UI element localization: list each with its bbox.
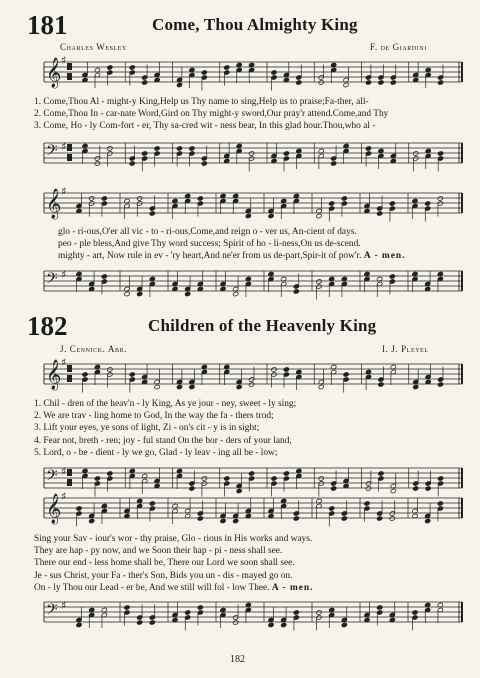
note-heads — [76, 498, 444, 527]
lyrics-block — [34, 533, 313, 594]
lyric-line — [58, 250, 405, 262]
lyric-line: 3. Come, Ho - ly Com-fort - er, Thy sa-cred wit - ness bear, In this glad hour.Thou,who al - — [34, 121, 376, 132]
bass-clef-icon: 𝄢 — [46, 601, 58, 622]
note-heads — [82, 143, 444, 172]
bass-clef-icon: 𝄢 — [46, 467, 58, 488]
treble-clef-icon: 𝄞 — [46, 494, 62, 524]
music-staff-bass — [0, 137, 480, 177]
note-heads — [76, 271, 444, 300]
lyric-line: Je - sus Christ, your Fa - ther's Son, Bids you un - dis - mayed go on. — [34, 570, 293, 581]
lyric-line — [34, 582, 313, 594]
music-credit: F. de Giardini — [370, 42, 427, 52]
music-staff-bass — [0, 596, 480, 636]
time-signature — [67, 365, 72, 382]
sharp-key-signature-icon: ♯ — [61, 268, 67, 281]
lyric-line: 2. We are trav - ling home to God, In the way the fa - thers trod; — [34, 411, 274, 422]
music-staff-bass — [0, 265, 480, 305]
lyric-line: There our end - less home shall be, There our Lord we soon shall see. — [34, 558, 295, 569]
music-staff-treble — [0, 56, 480, 96]
bass-clef-icon: 𝄢 — [46, 270, 58, 291]
lyric-line: 1. Chil - dren of the heav'n - ly King, As ye jour - ney, sweet - ly sing; — [34, 399, 297, 409]
sharp-key-signature-icon: ♯ — [61, 185, 67, 198]
sharp-key-signature-icon: ♯ — [61, 140, 67, 153]
lyrics-block — [34, 398, 296, 459]
lyric-line-text: mighty - art, Now rule in ev - 'ry heart,And ne'er from us de-part,Spir-it of pow'r. — [58, 251, 362, 262]
words-credit: Charles Wesley — [60, 42, 127, 52]
page-number: 182 — [230, 654, 245, 665]
treble-clef-icon: 𝄞 — [46, 360, 62, 390]
lyric-line: 5. Lord, o - be - dient - ly we go, Glad - ly leav - ing all be - low; — [34, 447, 278, 458]
hymn-number: 182 — [27, 311, 68, 341]
note-heads — [82, 62, 444, 91]
lyric-line-text: On - ly Thou our Lead - er be, And we still will fol - low Thee. — [34, 582, 270, 593]
sharp-key-signature-icon: ♯ — [61, 465, 67, 478]
hymn-title: Children of the Heavenly King — [148, 316, 377, 335]
sharp-key-signature-icon: ♯ — [61, 54, 67, 67]
time-signature — [67, 469, 72, 486]
lyric-line: 4. Fear not, breth - ren; joy - ful stand On the bor - ders of your land, — [34, 435, 292, 446]
lyrics-block — [58, 226, 405, 263]
time-signature — [67, 63, 72, 80]
bass-clef-icon: 𝄢 — [46, 142, 58, 163]
amen-text: A - men. — [363, 251, 406, 262]
note-heads — [76, 602, 444, 631]
time-signature — [67, 144, 72, 161]
sharp-key-signature-icon: ♯ — [61, 490, 67, 503]
music-credit: I. J. Pleyel — [382, 344, 429, 354]
music-staff-treble — [0, 358, 480, 398]
lyric-line: They are hap - py now, and we Soon their hap - pi - ness shall see. — [34, 546, 283, 557]
staff-lines — [44, 602, 462, 622]
staff-lines — [44, 498, 462, 518]
lyric-line: glo - ri-ous,O'er all vic - to - ri-ous,Come,and reign o - ver us, An-cient of days. — [58, 227, 357, 237]
sharp-key-signature-icon: ♯ — [61, 599, 67, 612]
amen-text: A - men. — [271, 582, 314, 593]
lyric-line: 3. Lift your eyes, ye sons of light, Zi - on's cit - y is in sight; — [34, 423, 260, 434]
lyric-line: 1. Come,Thou Al - might-y King,Help us Thy name to sing,Help us to praise;Fa-ther, all- — [34, 97, 369, 107]
hymn-number: 181 — [27, 10, 68, 40]
note-heads — [82, 364, 444, 393]
treble-clef-icon: 𝄞 — [46, 58, 62, 88]
lyric-line: 2. Come,Thou In - car-nate Word,Gird on Thy might-y sword,Our pray'r attend.Come,and Thy — [34, 109, 389, 120]
lyric-line: peo - ple bless,And give Thy word success; Spirit of ho - li-ness,On us de-scend. — [58, 239, 361, 250]
words-credit: J. Cennick. Abr. — [60, 344, 128, 354]
lyric-line: Sing your Sav - iour's wor - thy praise, Glo - rious in His works and ways. — [34, 534, 313, 544]
music-staff-treble — [0, 187, 480, 227]
hymn-title: Come, Thou Almighty King — [152, 15, 358, 34]
music-staff-treble — [0, 492, 480, 532]
lyrics-block — [34, 96, 388, 133]
note-heads — [76, 193, 444, 222]
sharp-key-signature-icon: ♯ — [61, 356, 67, 369]
treble-clef-icon: 𝄞 — [46, 189, 62, 219]
